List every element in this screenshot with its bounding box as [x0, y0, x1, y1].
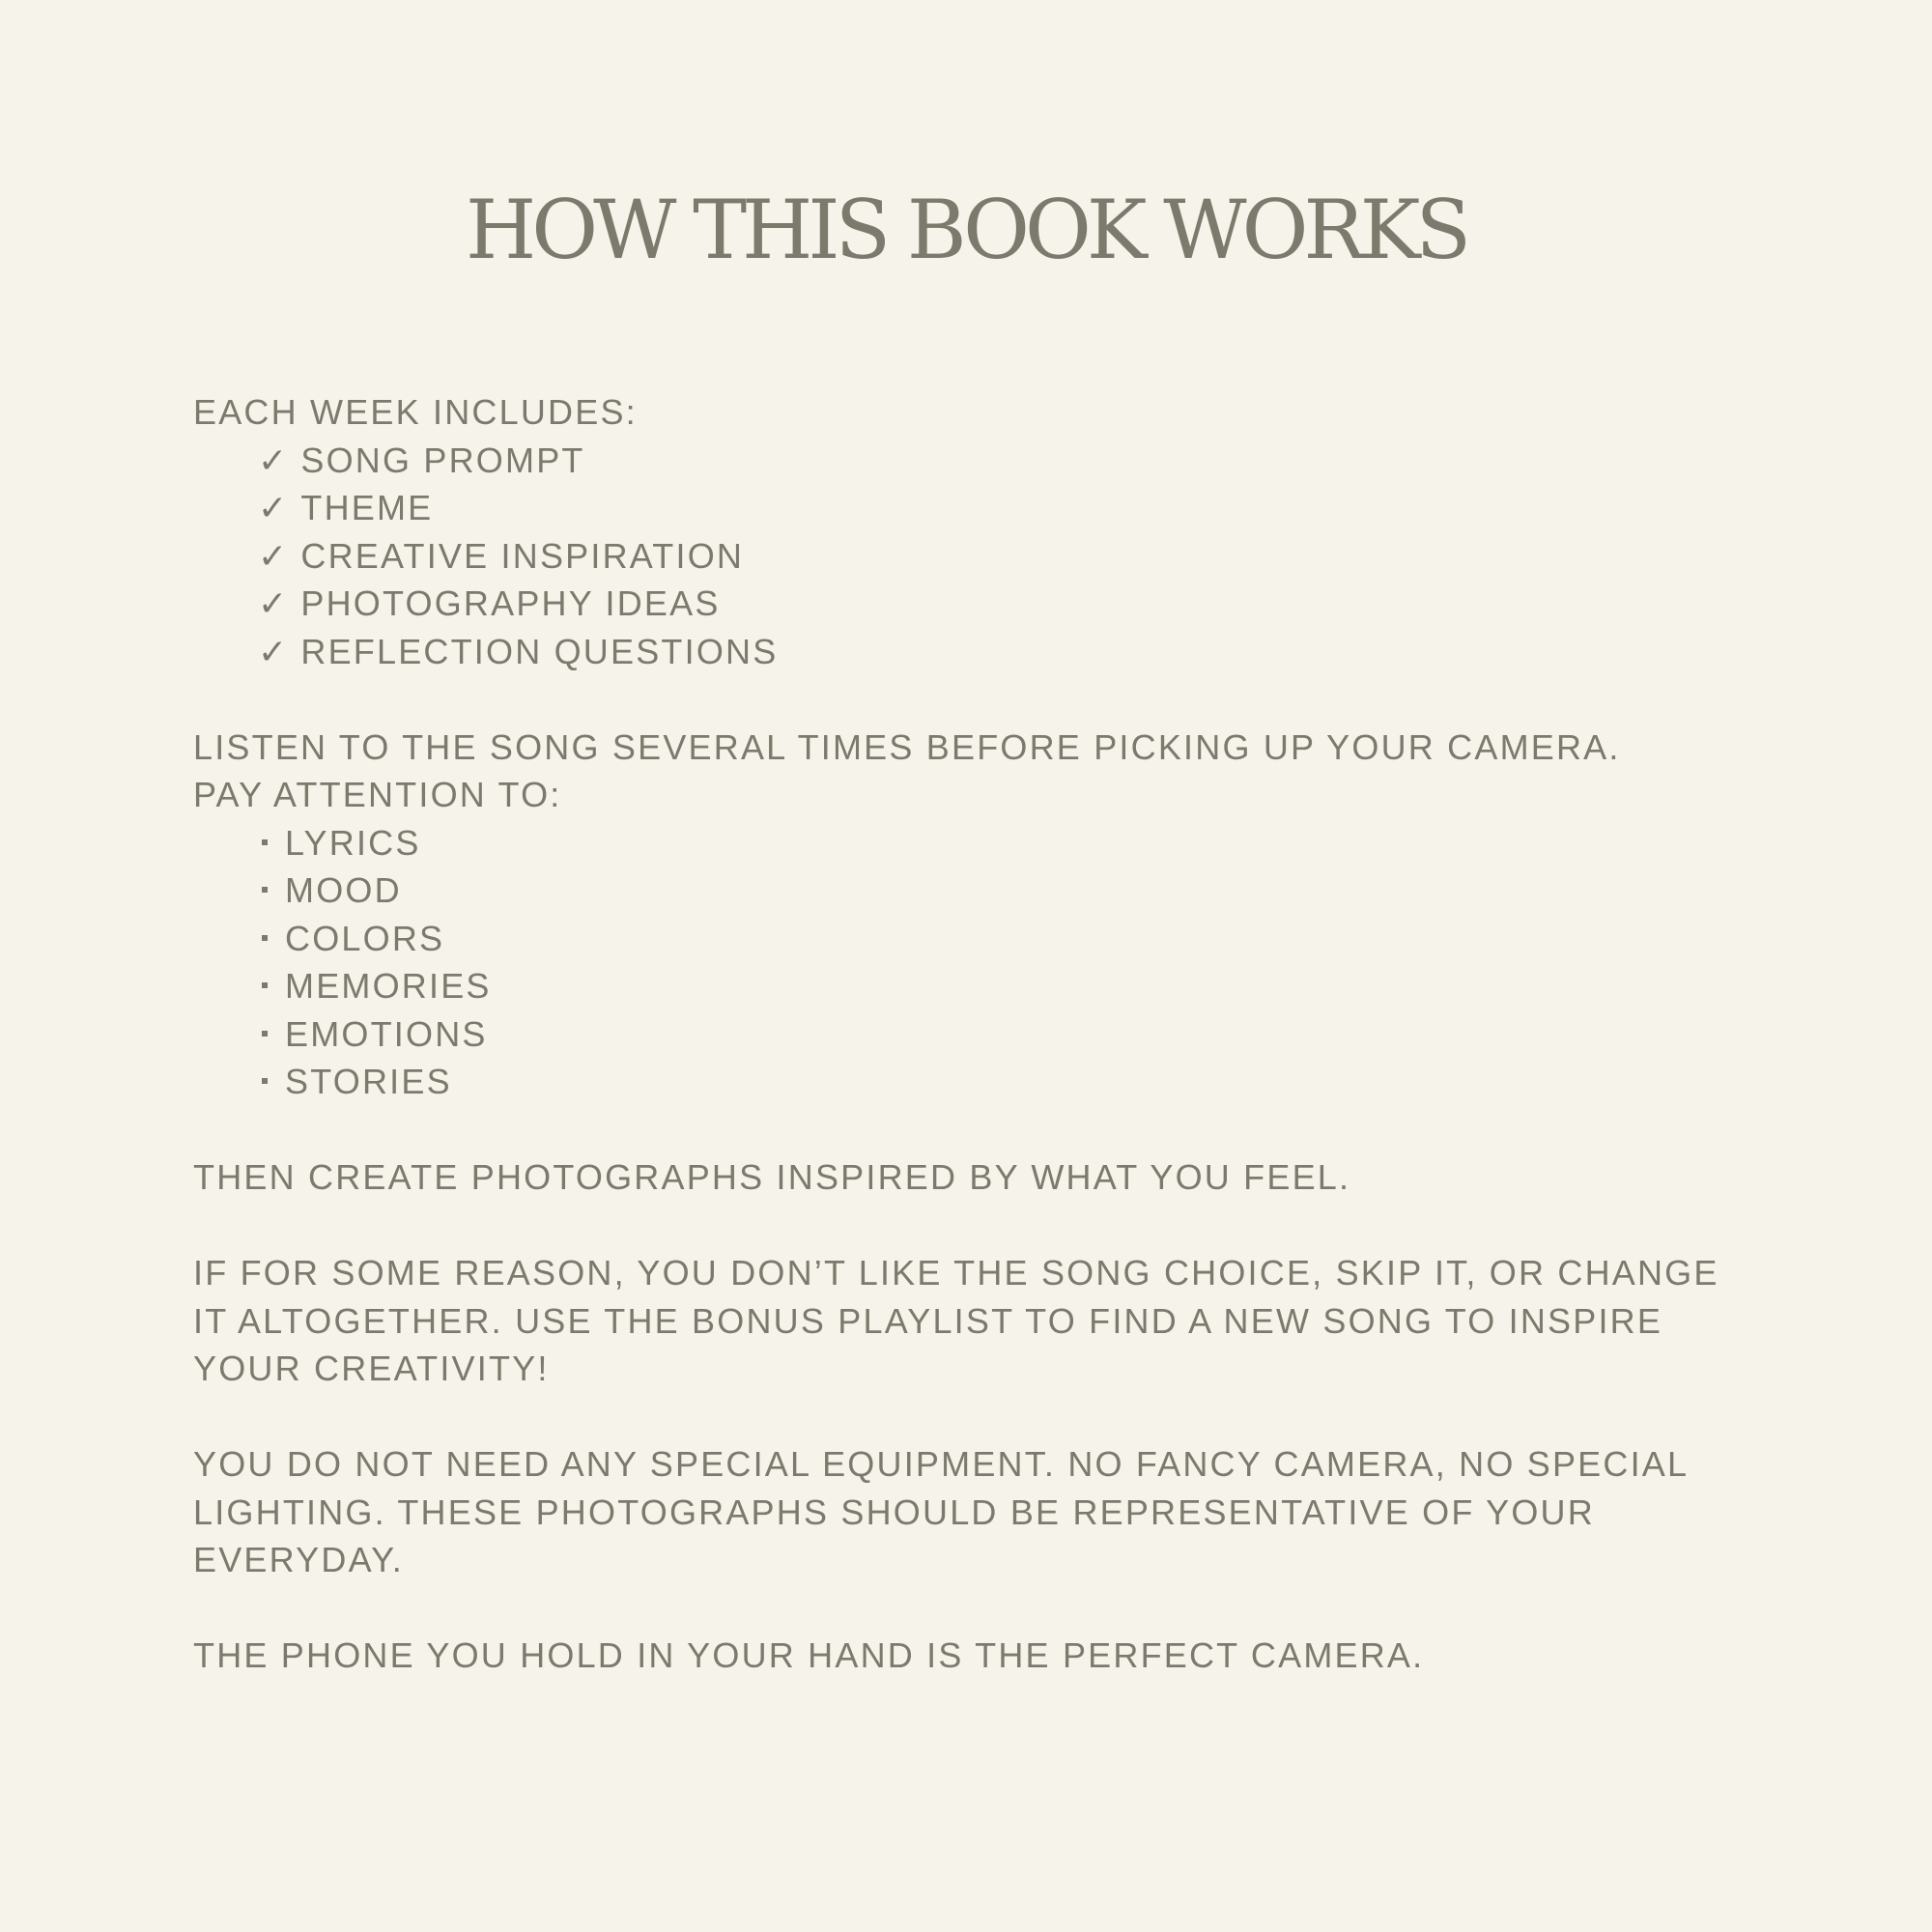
- bullet-item-label: STORIES: [285, 1062, 452, 1101]
- bullet-icon: [262, 1031, 268, 1037]
- checklist-item-label: REFLECTION QUESTIONS: [300, 631, 779, 671]
- check-icon: ✓: [258, 583, 290, 623]
- bullet-item: [193, 915, 1758, 963]
- bullet-item-label: MEMORIES: [285, 966, 492, 1006]
- bullet-item: [193, 819, 1758, 867]
- bullet-icon: [262, 982, 268, 988]
- bullet-item: [193, 962, 1758, 1010]
- page-content: [193, 388, 1758, 1680]
- checklist-item-label: THEME: [300, 488, 434, 527]
- check-icon: ✓: [258, 440, 290, 480]
- attention-heading: PAY ATTENTION TO:: [193, 775, 562, 814]
- skip-paragraph-line-3: YOUR CREATIVITY!: [193, 1349, 550, 1388]
- paragraph-gap: [193, 1106, 1758, 1154]
- equipment-paragraph-line-3: EVERYDAY.: [193, 1540, 404, 1579]
- checklist-item: [193, 628, 1758, 676]
- bullet-icon: [262, 839, 268, 845]
- paragraph-gap: [193, 675, 1758, 724]
- checklist-item: [193, 532, 1758, 581]
- bullet-item: [193, 1010, 1758, 1059]
- create-instruction: THEN CREATE PHOTOGRAPHS INSPIRED BY WHAT YOU FEEL.: [193, 1157, 1351, 1197]
- listen-instruction: LISTEN TO THE SONG SEVERAL TIMES BEFORE PICKING UP YOUR CAMERA.: [193, 726, 1621, 767]
- checklist-item: [193, 580, 1758, 628]
- equipment-paragraph-line-1: YOU DO NOT NEED ANY SPECIAL EQUIPMENT. NO FANCY CAMERA, NO SPECIAL: [193, 1444, 1690, 1484]
- equipment-paragraph-line-2: LIGHTING. THESE PHOTOGRAPHS SHOULD BE REPRESENTATIVE OF YOUR: [193, 1492, 1595, 1532]
- phone-statement: THE PHONE YOU HOLD IN YOUR HAND IS THE PERFECT CAMERA.: [193, 1635, 1425, 1675]
- bullet-item-label: EMOTIONS: [285, 1013, 488, 1054]
- paragraph-gap: [193, 1584, 1758, 1633]
- skip-paragraph-line-2: IT ALTOGETHER. USE THE BONUS PLAYLIST TO FIND A NEW SONG TO INSPIRE: [193, 1300, 1663, 1341]
- check-icon: ✓: [258, 488, 290, 527]
- check-icon: ✓: [258, 535, 290, 576]
- checklist-item: [193, 437, 1758, 485]
- paragraph-gap: [193, 1393, 1758, 1441]
- bullet-icon: [262, 935, 268, 941]
- bullet-item: [193, 1058, 1758, 1106]
- check-icon: ✓: [258, 631, 290, 671]
- bullet-item-label: MOOD: [285, 870, 402, 910]
- skip-paragraph-line-1: IF FOR SOME REASON, YOU DON’T LIKE THE SONG CHOICE, SKIP IT, OR CHANGE: [193, 1253, 1719, 1293]
- checklist-item-label: PHOTOGRAPHY IDEAS: [300, 583, 721, 623]
- bullet-icon: [262, 1078, 268, 1084]
- bullet-item-label: LYRICS: [285, 822, 421, 863]
- checklist-item-label: SONG PROMPT: [300, 440, 585, 480]
- checklist-item-label: CREATIVE INSPIRATION: [300, 535, 745, 576]
- checklist-item: [193, 484, 1758, 532]
- paragraph-gap: [193, 1202, 1758, 1250]
- bullet-icon: [262, 887, 268, 893]
- bullet-item-label: COLORS: [285, 918, 445, 958]
- bullet-item: [193, 867, 1758, 915]
- includes-heading: EACH WEEK INCLUDES:: [193, 392, 638, 432]
- page-title: HOW THIS BOOK WORKS: [465, 183, 1467, 277]
